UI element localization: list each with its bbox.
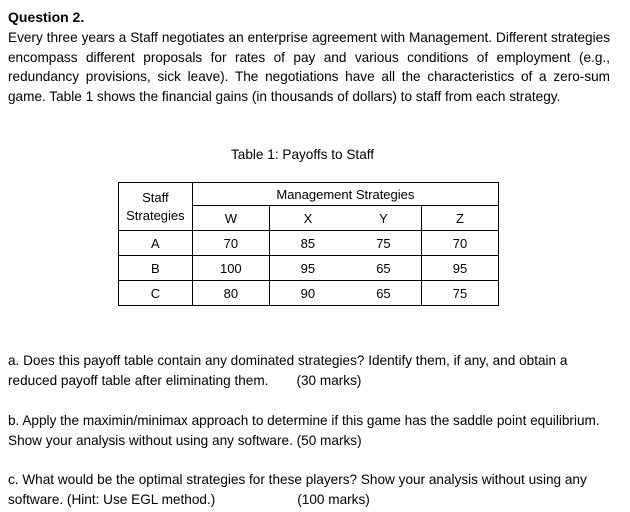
row-label: B <box>119 256 193 281</box>
row-label: A <box>119 231 193 256</box>
table-row-c <box>119 281 499 306</box>
table-cell: 90 <box>269 281 346 306</box>
question-title: Question 2. <box>8 9 85 25</box>
table-cell: 95 <box>421 256 498 281</box>
column-header-y: Y <box>346 206 422 231</box>
column-header-z: Z <box>421 206 498 231</box>
question-part-a <box>8 351 618 390</box>
table-cell: 70 <box>421 231 498 256</box>
column-group-header: Management Strategies <box>192 183 498 206</box>
row-label: C <box>119 281 193 306</box>
row-header-staff-strategies <box>119 183 193 231</box>
table-cell: 100 <box>192 256 269 281</box>
question-part-c <box>8 470 618 509</box>
part-a-marks: (30 marks) <box>296 372 362 388</box>
column-header-x: X <box>269 206 346 231</box>
column-header-w: W <box>192 206 269 231</box>
table-cell: 75 <box>346 231 422 256</box>
table-row-a <box>119 231 499 256</box>
table-cell: 75 <box>421 281 498 306</box>
part-b-text: b. Apply the maximin/minimax approach to determine if this game has the saddle point equilibrium. Show your analysis without using any software. (50 marks) <box>8 413 600 448</box>
question-part-b <box>8 411 618 450</box>
table-row-b <box>119 256 499 281</box>
table-cell: 80 <box>192 281 269 306</box>
question-intro: Every three years a Staff negotiates an enterprise agreement with Management. Different strategies encompass different proposals for rates of pay and various conditions of employment (e.g., redundancy provisions, sick leave). The negotiations have all the characteristics of a zero-sum game. Table 1 shows the financial gains (in thousands of dollars) to staff from each strategy. <box>8 30 610 104</box>
table-cell: 95 <box>269 256 346 281</box>
payoff-table <box>118 182 499 306</box>
table-cell: 70 <box>192 231 269 256</box>
part-a-text: a. Does this payoff table contain any dominated strategies? Identify them, if any, and obtain a reduced payoff table after eliminating them. <box>8 353 568 388</box>
part-c-text: c. What would be the optimal strategies for these players? Show your analysis without using any software. (Hint: Use EGL method.) <box>8 472 587 507</box>
table-cell: 65 <box>346 256 422 281</box>
part-c-marks: (100 marks) <box>297 491 370 507</box>
row-header-line1: Staff <box>142 189 169 205</box>
table-cell: 65 <box>346 281 422 306</box>
table-caption: Table 1: Payoffs to Staff <box>231 147 375 162</box>
table-cell: 85 <box>269 231 346 256</box>
row-header-line2: Strategies <box>126 207 185 223</box>
